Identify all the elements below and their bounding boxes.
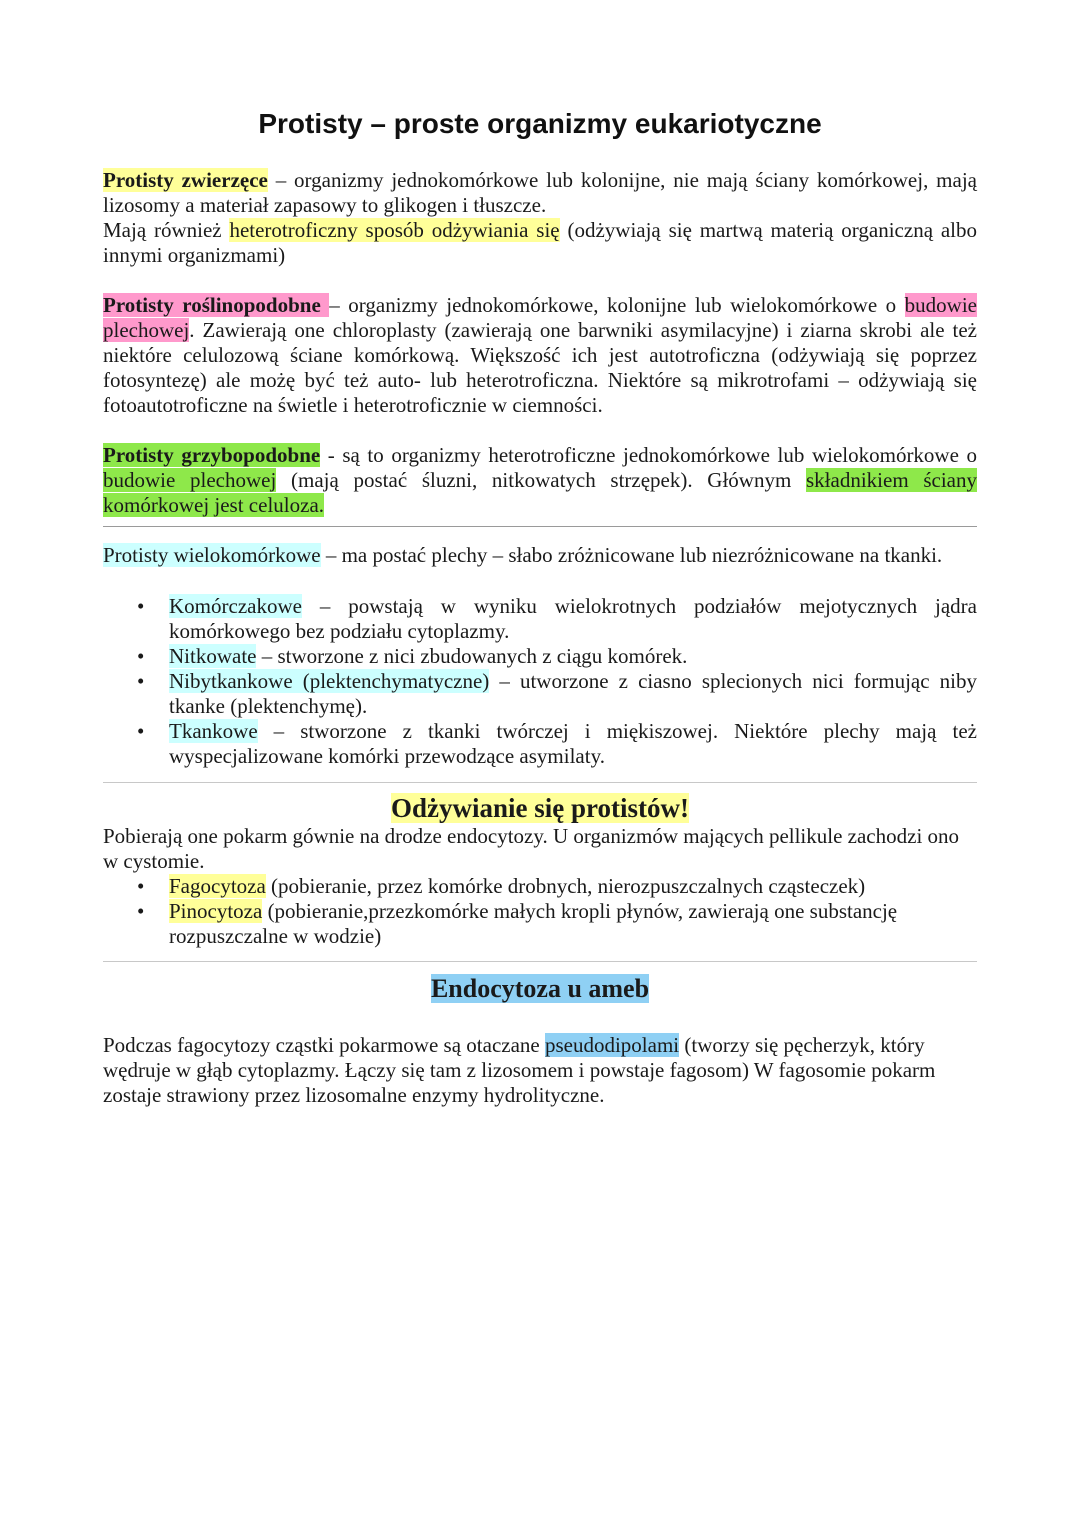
bullet-icon: •	[137, 594, 145, 618]
paragraph-plant-protists: Protisty roślinopodobne – organizmy jednokomórkowe, kolonijne lub wielokomórkowe o budowie plechowej. Zawierają one chloroplasty (zawierają one barwniki asymilacyjne) i ziarna skrobi ale też niektóre celulozową ściane komórkową. Większość ich jest autotroficzna (odżywiają się poprzez fotosyntezę) ale możę być też auto- lub heterotroficzna. Niektóre są mikrotrofami – odżywiają się fotoautotroficzne na świetle i heterotroficznie w ciemności.	[103, 293, 977, 417]
highlight-phrase: budowie plechowej	[103, 293, 977, 342]
bullet-icon: •	[137, 669, 145, 693]
list-item: • Komórczakowe – powstają w wyniku wielokrotnych podziałów mejotycznych jądra komórkowego bez podziału cytoplazmy.	[137, 594, 977, 643]
list-item: • Pinocytoza (pobieranie,przezkomórke małych kropli płynów, zawierają one substancję rozpuszczalne w wodzie)	[137, 899, 898, 948]
highlight-phrase: budowie plechowej	[103, 468, 277, 492]
heading-endocytosis: Endocytoza u ameb	[430, 974, 650, 1003]
heading-nutrition: Odżywianie się protistów!	[391, 793, 689, 823]
list-item: • Nitkowate – stworzone z nici zbudowanych z ciągu komórek.	[137, 644, 688, 668]
divider	[103, 961, 977, 962]
nutrition-list	[103, 874, 977, 949]
list-item: • Nibytkankowe (plektenchymatyczne) – utworzone z ciasno splecionych nici formując niby tkanke (plektenchymę).	[137, 669, 977, 718]
list-item: • Fagocytoza (pobieranie, przez komórke drobnych, nierozpuszczalnych cząsteczek)	[137, 874, 866, 898]
highlight-term: pseudodipolami	[544, 1033, 680, 1057]
page-title: Protisty – proste organizmy eukariotyczne	[258, 108, 822, 139]
thallus-types-list	[103, 594, 977, 769]
highlight-term: Protisty wielokomórkowe	[103, 543, 321, 567]
paragraph-fungus-protists: Protisty grzybopodobne - są to organizmy heterotroficzne jednokomórkowe lub wielokomórkowe o budowie plechowej (mają postać śluzni, nitkowatych strzępek). Głównym składnikiem ściany komórkowej jest celuloza.	[103, 443, 977, 517]
highlight-phrase: składnikiem ściany komórkowej jest celuloza.	[103, 468, 977, 517]
divider	[103, 782, 977, 783]
bullet-icon: •	[137, 719, 145, 743]
highlight-term: Protisty grzybopodobne	[103, 443, 321, 467]
paragraph-multicellular-protists: Protisty wielokomórkowe – ma postać plechy – słabo zróżnicowane lub niezróżnicowane na tkanki.	[103, 543, 943, 567]
bullet-icon: •	[137, 874, 145, 898]
highlight-term: Nibytkankowe (plektenchymatyczne)	[169, 669, 490, 693]
paragraph-animal-protists: Protisty zwierzęce – organizmy jednokomórkowe lub kolonijne, nie mają ściany komórkowej, mają lizosomy a materiał zapasowy to glikogen i tłuszcze. Mają również heterotroficzny sposób odżywiania się (odżywiają się martwą materią organiczną albo innymi organizmami)	[103, 168, 977, 267]
highlight-term: Fagocytoza	[169, 874, 266, 898]
highlight-term: Komórczakowe	[169, 594, 302, 618]
highlight-phrase: heterotroficzny sposób odżywiania się	[229, 218, 560, 242]
paragraph-nutrition: Pobierają one pokarm gównie na drodze endocytozy. U organizmów mających pellikule zachodzi ono w cystomie.	[103, 824, 960, 873]
divider	[103, 526, 977, 527]
highlight-term: Tkankowe	[169, 719, 258, 743]
highlight-term: Nitkowate	[169, 644, 257, 668]
highlight-term: Protisty zwierzęce	[103, 168, 268, 192]
bullet-icon: •	[137, 899, 145, 923]
highlight-term: Pinocytoza	[169, 899, 263, 923]
highlight-term: Protisty roślinopodobne	[103, 293, 330, 317]
bullet-icon: •	[137, 644, 145, 668]
paragraph-endocytosis: Podczas fagocytozy cząstki pokarmowe są otaczane pseudodipolami (tworzy się pęcherzyk, który wędruje w głąb cytoplazmy. Łączy się tam z lizosomem i powstaje fagosom) W fagosomie pokarm zostaje strawiony przez lizosomalne enzymy hydrolityczne.	[103, 1033, 936, 1107]
list-item: • Tkankowe – stworzone z tkanki twórczej i miękiszowej. Niektóre plechy mają też wyspecjalizowane komórki przewodzące asymilaty.	[137, 719, 977, 768]
